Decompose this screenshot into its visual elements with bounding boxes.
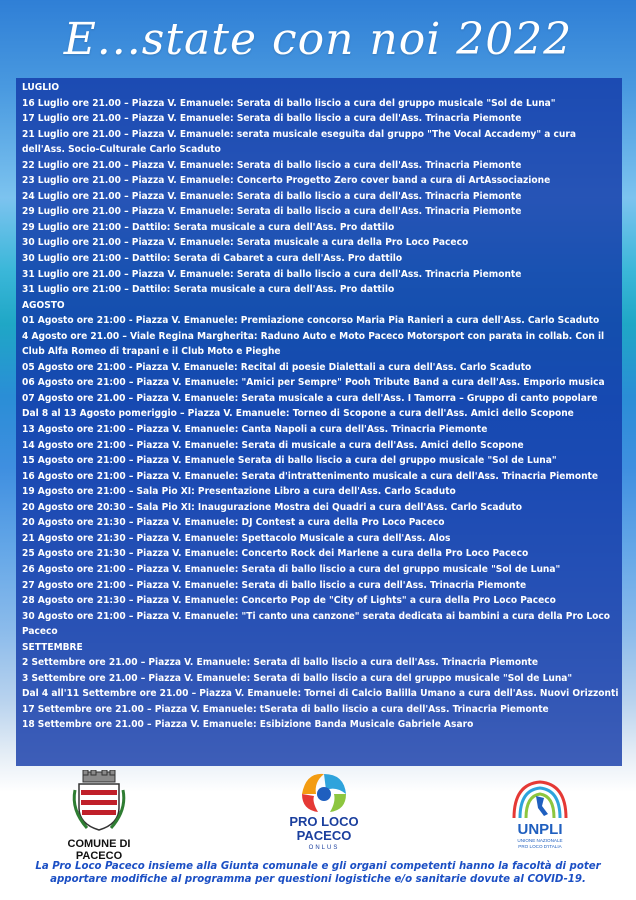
proloco-line2: PACECO <box>296 828 352 843</box>
month-heading: LUGLIO <box>22 82 60 93</box>
event-item: 31 Luglio ore 21.00 – Piazza V. Emanuele: Serata di ballo liscio a cura dell'Ass. Trinacria Piemonte <box>22 268 522 280</box>
event-item: 20 Agosto ore 21:30 – Piazza V. Emanuele: DJ Contest a cura della Pro Loco Paceco <box>22 517 445 529</box>
proloco-line3: ONLUS <box>308 845 340 851</box>
event-item: 29 Luglio ore 21.00 – Piazza V. Emanuele: Serata di ballo liscio a cura dell'Ass. Trinacria Piemonte <box>22 206 522 218</box>
event-item: 30 Luglio ore 21.00 – Piazza V. Emanuele: Serata musicale a cura della Pro Loco Paceco <box>22 237 469 249</box>
unpli-sub1: UNIONE NAZIONALE <box>517 838 563 843</box>
page-title: E...state con noi 2022 <box>63 14 573 65</box>
disclaimer-text: La Pro Loco Paceco insieme alla Giunta comunale e gli organi competenti hanno la facoltà di poter apportare modifiche al programma per questioni logistiche e/o sanitarie dovute al COVID-19. <box>35 861 601 885</box>
event-item: 06 Agosto ore 21:00 – Piazza V. Emanuele: "Amici per Sempre" Pooh Tribute Band a cura dell'Ass. Emporio musica <box>22 377 605 389</box>
month-heading: AGOSTO <box>22 299 65 311</box>
event-item: Dal 4 all'11 Settembre ore 21.00 – Piazza V. Emanuele: Tornei di Calcio Balilla Umano a cura dell'Ass. Nuovi Orizzonti <box>22 688 619 700</box>
event-item: 16 Agosto ore 21:00 – Piazza V. Emanuele: Serata d'intrattenimento musicale a cura dell'Ass. Trinacria Piemonte <box>22 470 599 482</box>
event-item: Dal 8 al 13 Agosto pomeriggio – Piazza V. Emanuele: Torneo di Scopone a cura dell'Ass. Amici dello Scopone <box>22 408 574 420</box>
event-item: 31 Luglio ore 21:00 – Dattilo: Serata musicale a cura dell'Ass. Pro dattilo <box>22 284 395 296</box>
event-item: 01 Agosto ore 21:00 - Piazza V. Emanuele: Premiazione concorso Maria Pia Ranieri a cura dell'Ass. Carlo Scaduto <box>22 315 600 327</box>
coat-of-arms-icon <box>69 770 129 832</box>
event-item: 26 Agosto ore 21:00 – Piazza V. Emanuele: Serata di ballo liscio a cura del gruppo musicale "Sol de Luna" <box>22 563 561 575</box>
proloco-line1: PRO LOCO <box>289 814 359 829</box>
event-item: 20 Agosto ore 20:30 – Sala Pio XI: Inaugurazione Mostra dei Quadri a cura dell'Ass. Carlo Scaduto <box>22 501 523 513</box>
event-item: 16 Luglio ore 21.00 – Piazza V. Emanuele: Serata di ballo liscio a cura del gruppo musicale "Sol de Luna" <box>22 97 556 109</box>
event-item: 14 Agosto ore 21:00 – Piazza V. Emanuele: Serata di musicale a cura dell'Ass. Amici dello Scopone <box>22 439 524 451</box>
unpli-logo <box>500 774 580 856</box>
month-heading: SETTEMBRE <box>22 641 83 653</box>
event-item: 27 Agosto ore 21:00 – Piazza V. Emanuele: Serata di ballo liscio a cura dell'Ass. Trinacria Piemonte <box>22 579 527 591</box>
proloco-icon <box>284 768 364 856</box>
unpli-icon <box>500 774 580 852</box>
event-item: 28 Agosto ore 21:30 – Piazza V. Emanuele: Concerto Pop de "City of Lights" a cura della Pro Loco Paceco <box>22 595 556 607</box>
unpli-name: UNPLI <box>517 821 563 838</box>
proloco-logo <box>284 768 364 860</box>
event-item: 3 Settembre ore 21.00 – Piazza V. Emanuele: Serata di ballo liscio a cura del gruppo musicale "Sol de Luna" <box>22 672 573 684</box>
event-item: 30 Agosto ore 21:00 – Piazza V. Emanuele: "Ti canto una canzone" serata dedicata ai bambini a cura della Pro Loco Paceco <box>22 610 610 638</box>
event-item: 24 Luglio ore 21.00 – Piazza V. Emanuele: Serata di ballo liscio a cura dell'Ass. Trinacria Piemonte <box>22 190 522 202</box>
event-item: 21 Agosto ore 21:30 – Piazza V. Emanuele: Spettacolo Musicale a cura dell'Ass. Alos <box>22 532 451 544</box>
event-item: 22 Luglio ore 21.00 – Piazza V. Emanuele: Serata di ballo liscio a cura dell'Ass. Trinacria Piemonte <box>22 159 522 171</box>
comune-logo <box>44 770 154 862</box>
event-item: 18 Settembre ore 21.00 – Piazza V. Emanuele: Esibizione Banda Musicale Gabriele Asaro <box>22 719 474 731</box>
event-item: 17 Luglio ore 21.00 – Piazza V. Emanuele: Serata di ballo liscio a cura dell'Ass. Trinacria Piemonte <box>22 113 522 125</box>
event-item: 25 Agosto ore 21:30 – Piazza V. Emanuele: Concerto Rock dei Marlene a cura della Pro Loco Paceco <box>22 548 529 560</box>
event-item: 21 Luglio ore 21.00 – Piazza V. Emanuele: serata musicale eseguita dal gruppo "The Vocal Accademy" a cura dell'Ass. Socio-Culturale Carlo Scaduto <box>22 128 576 156</box>
event-item: 15 Agosto ore 21:00 – Piazza V. Emanuele Serata di ballo liscio a cura del gruppo musicale "Sol de Luna" <box>22 455 557 467</box>
comune-label: COMUNE DI PACECO <box>67 838 131 862</box>
unpli-sub2: PRO LOCO D'ITALIA <box>518 844 562 849</box>
event-item: 23 Luglio ore 21.00 – Piazza V. Emanuele: Concerto Progetto Zero cover band a cura di ArtAssociazione <box>22 175 551 187</box>
event-item: 30 Luglio ore 21:00 – Dattilo: Serata di Cabaret a cura dell'Ass. Pro dattilo <box>22 253 403 265</box>
event-item: 19 Agosto ore 21:00 – Sala Pio XI: Presentazione Libro a cura dell'Ass. Carlo Scaduto <box>22 486 456 498</box>
sponsor-logos <box>0 768 636 862</box>
event-item: 17 Settembre ore 21.00 – Piazza V. Emanuele: tSerata di ballo liscio a cura dell'Ass. Trinacria Piemonte <box>22 703 549 715</box>
event-item: 05 Agosto ore 21:00 - Piazza V. Emanuele: Recital di poesie Dialettali a cura dell'Ass. Carlo Scaduto <box>22 361 532 373</box>
event-item: 07 Agosto ore 21.00 – Piazza V. Emanuele: Serata musicale a cura dell'Ass. I Tamorra – Gruppo di canto popolare <box>22 392 598 404</box>
event-item: 29 Luglio ore 21:00 – Dattilo: Serata musicale a cura dell'Ass. Pro dattilo <box>22 221 395 233</box>
event-item: 4 Agosto ore 21.00 – Viale Regina Margherita: Raduno Auto e Moto Paceco Motorsport con parata in collab. Con il Club Alfa Romeo di trapani e il Club Moto e Pieghe <box>22 330 605 358</box>
event-item: 13 Agosto ore 21:00 – Piazza V. Emanuele: Canta Napoli a cura dell'Ass. Trinacria Piemonte <box>22 424 488 436</box>
event-item: 2 Settembre ore 21.00 – Piazza V. Emanuele: Serata di ballo liscio a cura dell'Ass. Trinacria Piemonte <box>22 657 539 669</box>
event-program <box>22 80 622 733</box>
